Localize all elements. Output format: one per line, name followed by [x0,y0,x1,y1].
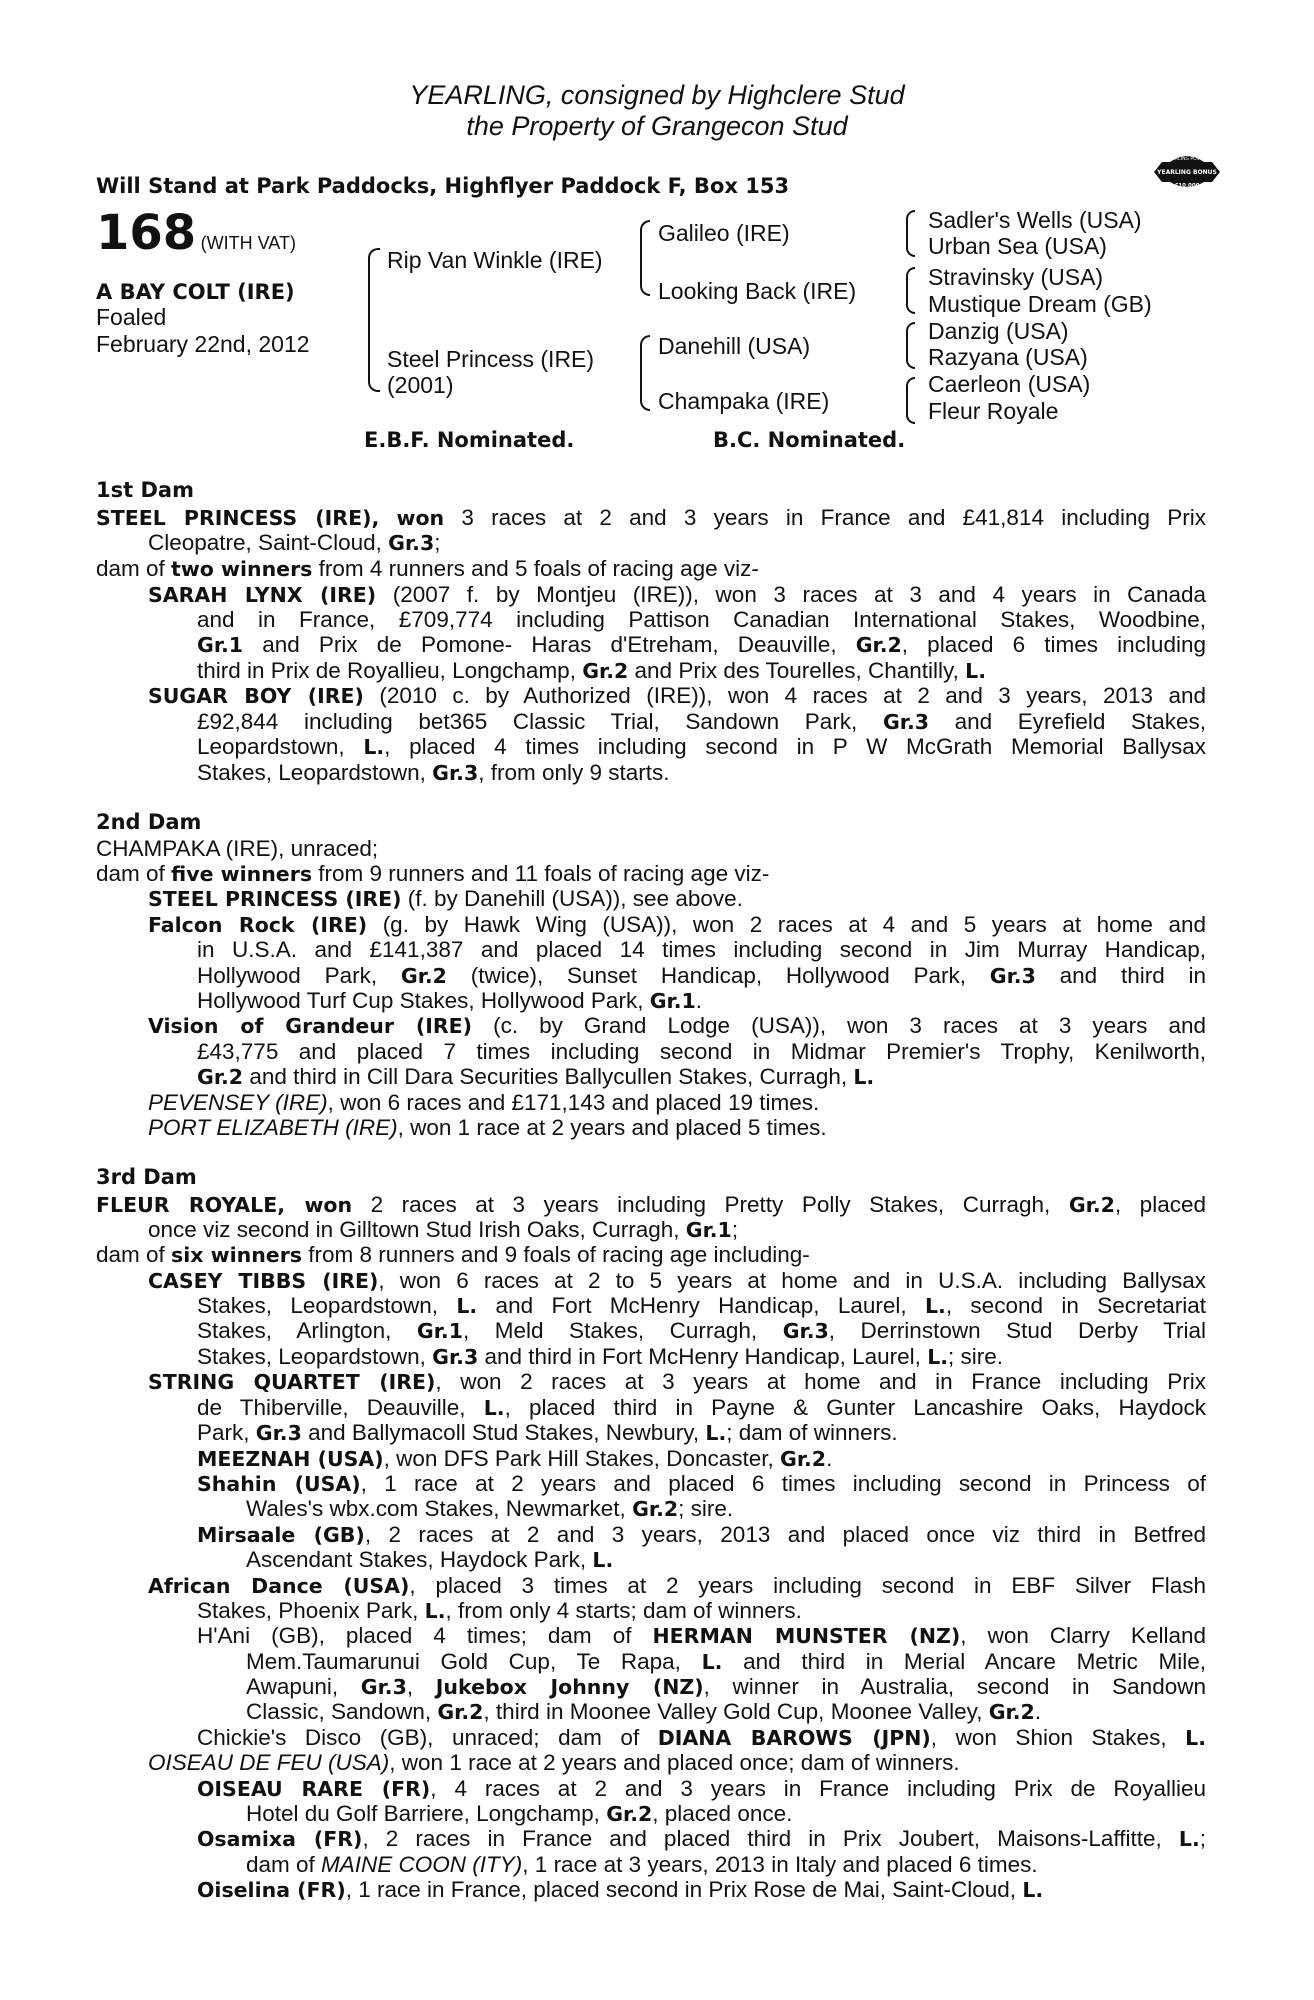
horse-name: Jukebox Johnny (NZ) [435,1675,704,1699]
pedigree-sire: Rip Van Winkle (IRE) [387,247,603,273]
first-dam-line-6 [197,632,1206,659]
horse-name: STEEL PRINCESS (IRE) [148,887,402,911]
race-text: . [826,1446,833,1471]
race-text: £92,844 including bet365 Classic Trial, Sandown Park, [197,709,883,734]
race-text: Wales's wbx.com Stakes, Newmarket, [246,1496,633,1521]
race-text: , placed 4 times including second in P W McGrath Memorial Ballysax [384,734,1206,759]
second-dam-line-5 [197,937,1206,963]
listed-label: L. [1178,1827,1200,1851]
race-text: , placed [1114,1192,1206,1217]
race-text: , won 2 races at 3 years at home and in France including Prix [435,1369,1207,1394]
first-dam-line-9 [197,709,1206,736]
dam-text: CHAMPAKA (IRE), unraced; [96,836,379,861]
produce-text: dam of [96,556,172,581]
third-dam-line-20 [246,1674,1206,1701]
race-text: 3 races at 2 and 3 years in France and £41,814 including Prix [444,505,1206,530]
pedigree-brace-dam [640,335,650,411]
horse-name: Mirsaale (GB) [197,1523,365,1547]
grade-label: Gr.2 [582,659,629,683]
race-text: , won DFS Park Hill Stakes, Doncaster, [383,1446,780,1471]
race-text: , won 1 race at 2 years and placed once; dam of winners. [389,1750,960,1775]
grade-label: Gr.1 [649,989,696,1013]
second-dam-heading: 2nd Dam [96,810,202,834]
produce-text: from 9 runners and 11 foals of racing age viz- [312,861,770,886]
second-dam-line-3 [148,886,743,913]
second-dam-line-11 [148,1090,819,1116]
horse-name: SUGAR BOY (IRE) [148,684,364,708]
race-text: in U.S.A. and £141,387 and placed 14 times including second in Jim Murray Handicap, [197,937,1206,962]
horse-name: African Dance (USA) [148,1574,410,1598]
pedigree-brace-main [368,248,380,392]
listed-label: L. [927,1345,949,1369]
grade-label: Gr.3 [782,1319,829,1343]
race-text: ; [1199,1826,1206,1851]
pedigree-dsd: Razyana (USA) [928,344,1088,370]
grade-label: Gr.3 [388,531,435,555]
race-text: , Derrinstown Stud Derby Trial [828,1318,1206,1343]
race-text: and Eyrefield Stakes, [929,709,1207,734]
first-dam-line-4 [148,582,1206,609]
race-text: dam of [246,1852,322,1877]
pedigree-dss: Danzig (USA) [928,318,1069,344]
third-dam-line-19 [246,1649,1206,1676]
horse-name: Falcon Rock (IRE) [148,913,368,937]
race-text: , [406,1674,436,1699]
second-dam-line-7 [197,988,702,1015]
third-dam-line-23 [148,1750,960,1776]
lot-number-block [96,205,296,261]
race-text: and Fort McHenry Handicap, Laurel, [477,1293,925,1318]
header-line-1: YEARLING, consigned by Highclere Stud [409,80,905,110]
horse-name: Shahin (USA) [197,1472,361,1496]
race-text: once viz second in Gilltown Stud Irish Oaks, Curragh, [148,1217,686,1242]
third-dam-line-16 [148,1573,1206,1600]
horse-name: Vision of Grandeur (IRE) [148,1014,473,1038]
badge-top-text: RACING POST [1171,157,1203,162]
listed-label: L. [363,735,385,759]
third-dam-heading: 3rd Dam [96,1165,197,1189]
race-text: £43,775 and placed 7 times including second in Midmar Premier's Trophy, Kenilworth, [197,1039,1206,1064]
race-text: (f. by Danehill (USA)), see above. [401,886,743,911]
won-label: won [396,506,445,530]
listed-label: L. [1022,1878,1044,1902]
grade-label: Gr.2 [780,1447,827,1471]
pedigree-brace-dd [906,377,915,424]
third-dam-line-15 [246,1547,613,1574]
produce-text: dam of [96,1242,172,1267]
race-text: Hollywood Park, [197,963,401,988]
first-dam-line-8 [148,683,1206,710]
winners-count: six winners [171,1243,303,1267]
first-dam-heading: 1st Dam [96,478,194,502]
first-dam-line-10 [197,734,1206,761]
third-dam-line-13 [246,1496,733,1523]
race-text: Mem.Taumarunui Gold Cup, Te Rapa, [246,1649,702,1674]
grade-label: Gr.3 [989,964,1036,988]
third-dam-line-28 [197,1877,1043,1904]
listed-label: L. [965,659,986,683]
race-text: (2010 c. by Authorized (IRE)), won 4 races at 2 and 3 years, 2013 and [363,683,1207,708]
race-text: , won Clarry Kelland [960,1623,1206,1648]
bc-nominated: B.C. Nominated. [713,428,906,452]
badge-bottom-text: £10,000 [1174,183,1200,189]
race-text: . [695,988,703,1013]
race-text: , won 6 races at 2 to 5 years at home and in U.S.A. including Ballysax [378,1268,1207,1293]
horse-name: Osamixa (FR) [197,1827,363,1851]
race-text: Stakes, Leopardstown, [197,1293,457,1318]
grade-label: Gr.2 [437,1700,484,1724]
race-text: and in France, £709,774 including Pattison Canadian International Stakes, Woodbine, [197,607,1206,632]
second-dam-line-8 [148,1013,1206,1040]
horse-name: FLEUR ROYALE [96,1193,278,1217]
pedigree-ss: Galileo (IRE) [658,220,790,246]
race-text: Leopardstown, [197,734,364,759]
listed-label: L. [853,1065,875,1089]
third-dam-line-9 [197,1395,1206,1422]
listed-label: L. [924,1294,946,1318]
horse-name: CASEY TIBBS (IRE) [148,1269,379,1293]
listed-label: L. [705,1421,727,1445]
grade-label: Gr.2 [988,1700,1035,1724]
race-text: Hollywood Turf Cup Stakes, Hollywood Park, [197,988,650,1013]
race-text: ; dam of winners. [726,1420,898,1445]
race-text: and Prix de Pomone- Haras d'Etreham, Deauville, [243,632,856,657]
pedigree-sd: Looking Back (IRE) [658,278,857,304]
race-text: , won 6 races and £171,143 and placed 19 times. [327,1090,820,1115]
third-dam-line-1 [96,1192,1206,1219]
race-text: and third in [1035,963,1207,988]
separator: , [277,1193,305,1217]
race-text: Awapuni, [246,1674,361,1699]
stand-location: Will Stand at Park Paddocks, Highflyer Paddock F, Box 153 [96,174,790,198]
race-text: Ascendant Stakes, Haydock Park, [246,1547,593,1572]
race-text: , from only 9 starts. [478,760,670,785]
third-dam-line-2 [148,1217,738,1244]
listed-label: L. [701,1650,723,1674]
third-dam-line-14 [197,1522,1206,1549]
first-dam-line-7 [197,658,986,685]
won-label: won [304,1193,353,1217]
race-text: , winner in Australia, second in Sandown [703,1674,1206,1699]
third-dam-line-10 [197,1420,898,1447]
race-text: Classic, Sandown, [246,1699,438,1724]
third-dam-line-7 [197,1344,1003,1371]
grade-label: Gr.3 [255,1421,302,1445]
pedigree-dd: Champaka (IRE) [658,388,830,414]
third-dam-line-11 [197,1446,832,1473]
foaled-date: February 22nd, 2012 [96,331,310,357]
listed-label: L. [1185,1726,1206,1750]
second-dam-line-9 [197,1039,1206,1065]
first-dam-line-3 [96,556,759,583]
horse-name: STEEL PRINCESS (IRE) [96,506,372,530]
horse-name: SARAH LYNX (IRE) [148,583,377,607]
lot-number: 168 [96,205,197,261]
produce-text: from 4 runners and 5 foals of racing age viz- [312,556,759,581]
first-dam-line-1 [96,505,1206,532]
race-text: , 1 race at 3 years, 2013 in Italy and placed 6 times. [522,1852,1038,1877]
horse-name: OISEAU RARE (FR) [197,1777,431,1801]
yearling-bonus-badge-icon [1152,150,1222,192]
race-text: (c. by Grand Lodge (USA)), won 3 races at 3 years and [472,1013,1207,1038]
second-dam-line-10 [197,1064,874,1091]
race-text: , placed 3 times at 2 years including second in EBF Silver Flash [409,1573,1206,1598]
grade-label: Gr.2 [632,1497,679,1521]
grade-label: Gr.1 [197,633,244,657]
horse-name: OISEAU DE FEU (USA) [148,1750,390,1775]
race-text: , Meld Stakes, Curragh, [462,1318,783,1343]
race-text: , 1 race in France, placed second in Prix Rose de Mai, Saint-Cloud, [345,1877,1023,1902]
grade-label: Gr.3 [882,710,930,734]
lot-name: A BAY COLT (IRE) [96,280,295,304]
third-dam-line-27 [246,1852,1038,1878]
race-text: Cleopatre, Saint-Cloud, [148,530,389,555]
third-dam-line-24 [197,1776,1206,1803]
grade-label: Gr.2 [606,1802,653,1826]
third-dam-line-26 [197,1826,1206,1853]
produce-text: dam of [96,861,172,886]
race-text: , won Shion Stakes, [930,1725,1186,1750]
pedigree-brace-ss [906,210,915,257]
race-text: and third in Cill Dara Securities Ballycullen Stakes, Curragh, [243,1064,854,1089]
third-dam-line-21 [246,1699,1041,1726]
winners-count: five winners [171,862,313,886]
race-text: (twice), Sunset Handicap, Hollywood Park, [446,963,990,988]
race-text: and Prix des Tourelles, Chantilly, [628,658,966,683]
pedigree-dds: Caerleon (USA) [928,371,1091,397]
race-text: de Thiberville, Deauville, [197,1395,484,1420]
third-dam-line-25 [246,1801,792,1828]
third-dam-line-4 [148,1268,1206,1295]
pedigree-ssd: Urban Sea (USA) [928,233,1107,259]
grade-label: Gr.1 [416,1319,463,1343]
second-dam-line-1 [96,836,378,862]
horse-name: STRING QUARTET (IRE) [148,1370,436,1394]
grade-label: Gr.2 [400,964,447,988]
race-text: Stakes, Arlington, [197,1318,417,1343]
third-dam-line-22 [197,1725,1206,1752]
separator: , [371,506,380,530]
winners-count: two winners [171,557,313,581]
third-dam-line-3 [96,1242,810,1269]
pedigree-brace-sd [906,267,915,314]
race-text: H'Ani (GB), placed 4 times; dam of [197,1623,653,1648]
pedigree-ddd: Fleur Royale [928,398,1059,424]
first-dam-line-5 [197,607,1206,633]
second-dam-line-4 [148,912,1206,939]
pedigree-dam-year: (2001) [387,372,454,398]
third-dam-line-12 [197,1471,1206,1498]
horse-name: PORT ELIZABETH (IRE) [148,1115,398,1140]
foaled-label: Foaled [96,304,167,330]
second-dam-line-12 [148,1115,827,1141]
grade-label: Gr.3 [360,1675,407,1699]
grade-label: Gr.3 [432,1345,479,1369]
race-text: , placed 6 times including [901,632,1206,657]
second-dam-line-2 [96,861,769,888]
horse-name: Oiselina (FR) [197,1878,346,1902]
race-text: ; sire. [948,1344,1004,1369]
pedigree-dam: Steel Princess (IRE) [387,346,595,372]
grade-label: Gr.3 [432,761,479,785]
pedigree-brace-ds [906,322,915,369]
listed-label: L. [456,1294,478,1318]
pedigree-ds: Danehill (USA) [658,333,811,359]
header-line-2: the Property of Grangecon Stud [466,111,848,141]
race-text: 2 races at 3 years including Pretty Polly Stakes, Curragh, [352,1192,1069,1217]
grade-label: Gr.2 [197,1065,244,1089]
third-dam-line-17 [197,1598,802,1625]
ebf-nominated: E.B.F. Nominated. [364,428,575,452]
pedigree-sds: Stravinsky (USA) [928,264,1104,290]
race-text: Stakes, Phoenix Park, [197,1598,425,1623]
listed-label: L. [483,1396,505,1420]
race-text: and third in Merial Ancare Metric Mile, [722,1649,1206,1674]
race-text: . [1034,1699,1042,1724]
third-dam-line-18 [197,1623,1206,1650]
produce-text: from 8 runners and 9 foals of racing age including- [302,1242,810,1267]
race-text: , second in Secretariat [945,1293,1206,1318]
second-dam-line-6 [197,963,1206,990]
race-text: ; [731,1217,739,1242]
first-dam-line-2 [148,530,440,557]
grade-label: Gr.1 [685,1218,732,1242]
listed-label: L. [424,1599,446,1623]
race-text: Hotel du Golf Barriere, Longchamp, [246,1801,607,1826]
pedigree-sss: Sadler's Wells (USA) [928,207,1142,233]
listed-label: L. [592,1548,614,1572]
grade-label: Gr.2 [855,633,902,657]
race-text: third in Prix de Royallieu, Longchamp, [197,658,583,683]
race-text: , placed third in Payne & Gunter Lancashire Oaks, Haydock [504,1395,1206,1420]
race-text: Park, [197,1420,256,1445]
race-text: , won 1 race at 2 years and placed 5 times. [397,1115,827,1140]
badge-middle-text: YEARLING BONUS [1157,169,1217,176]
third-dam-line-5 [197,1293,1206,1320]
race-text: ; [434,530,441,555]
horse-name: DIANA BAROWS (JPN) [657,1726,931,1750]
pedigree-sdd: Mustique Dream (GB) [928,291,1152,317]
race-text: , from only 4 starts; dam of winners. [445,1598,802,1623]
race-text: , 2 races at 2 and 3 years, 2013 and placed once viz third in Betfred [364,1522,1206,1547]
race-text: (2007 f. by Montjeu (IRE)), won 3 races at 3 and 4 years in Canada [376,582,1207,607]
race-text: ; sire. [678,1496,734,1521]
first-dam-line-11 [197,760,670,787]
race-text: and Ballymacoll Stud Stakes, Newbury, [301,1420,706,1445]
third-dam-line-8 [148,1369,1206,1396]
race-text: , 1 race at 2 years and placed 6 times including second in Princess of [360,1471,1206,1496]
race-text: Chickie's Disco (GB), unraced; dam of [197,1725,658,1750]
race-text: Stakes, Leopardstown, [197,760,433,785]
race-text: , placed once. [652,1801,793,1826]
horse-name: MEEZNAH (USA) [197,1447,384,1471]
race-text: and third in Fort McHenry Handicap, Laurel, [478,1344,928,1369]
vat-label: (WITH VAT) [200,233,296,253]
race-text: , 2 races in France and placed third in Prix Joubert, Maisons-Laffitte, [362,1826,1179,1851]
grade-label: Gr.2 [1068,1193,1115,1217]
horse-name: PEVENSEY (IRE) [148,1090,328,1115]
pedigree-brace-sire [640,220,650,296]
third-dam-line-6 [197,1318,1206,1345]
horse-name: MAINE COON (ITY) [321,1852,523,1877]
race-text: (g. by Hawk Wing (USA)), won 2 races at 4 and 5 years at home and [367,912,1207,937]
race-text: , 4 races at 2 and 3 years in France including Prix de Royallieu [430,1776,1206,1801]
race-text: Stakes, Leopardstown, [197,1344,433,1369]
race-text: , third in Moonee Valley Gold Cup, Moonee Valley, [483,1699,989,1724]
horse-name: HERMAN MUNSTER (NZ) [652,1624,961,1648]
